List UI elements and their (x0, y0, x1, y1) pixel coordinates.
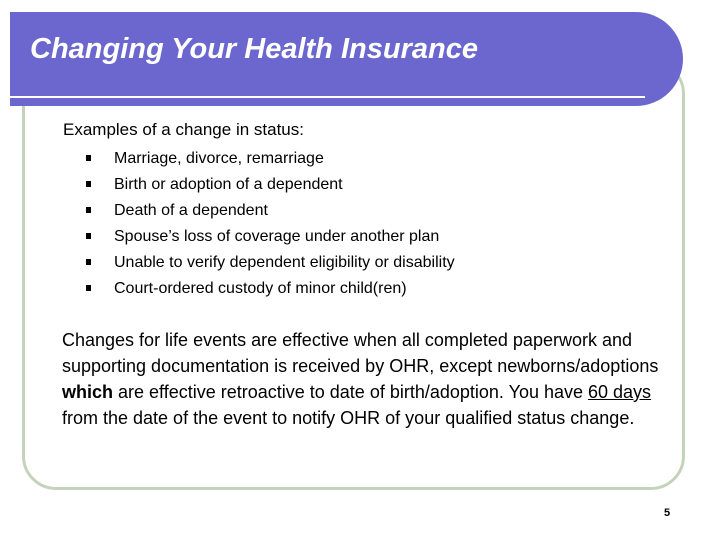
status-examples-list (86, 146, 455, 302)
list-item-label: Birth or adoption of a dependent (114, 176, 343, 193)
square-bullet-icon (86, 207, 91, 213)
square-bullet-icon (86, 181, 91, 187)
deadline-days: 60 days (588, 382, 652, 402)
list-item-label: Death of a dependent (114, 202, 268, 219)
paragraph-text-part1: Changes for life events are effective when all completed paperwork and supporting documentation is received by OHR, except newborns/adoptions (62, 330, 659, 376)
list-item (86, 276, 455, 302)
list-item (86, 146, 455, 172)
life-events-paragraph (62, 327, 682, 431)
list-item (86, 224, 455, 250)
square-bullet-icon (86, 259, 91, 265)
paragraph-text-part2: are effective retroactive to date of birth/adoption. You have (113, 382, 589, 402)
list-item-label: Marriage, divorce, remarriage (114, 150, 324, 167)
list-item-label: Court-ordered custody of minor child(ren) (114, 280, 407, 297)
list-item-label: Spouse’s loss of coverage under another plan (114, 228, 440, 245)
list-item (86, 172, 455, 198)
list-item-label: Unable to verify dependent eligibility or disability (114, 254, 455, 271)
status-intro: Examples of a change in status: (63, 120, 304, 139)
list-item (86, 198, 455, 224)
slide-title: Changing Your Health Insurance (30, 33, 478, 65)
title-underline (10, 96, 645, 98)
list-item (86, 250, 455, 276)
square-bullet-icon (86, 155, 91, 161)
page-number: 5 (664, 507, 671, 519)
square-bullet-icon (86, 285, 91, 291)
paragraph-text-part3: from the date of the event to notify OHR of your qualified status change. (62, 408, 635, 428)
paragraph-emphasis: which (62, 382, 114, 402)
square-bullet-icon (86, 233, 91, 239)
